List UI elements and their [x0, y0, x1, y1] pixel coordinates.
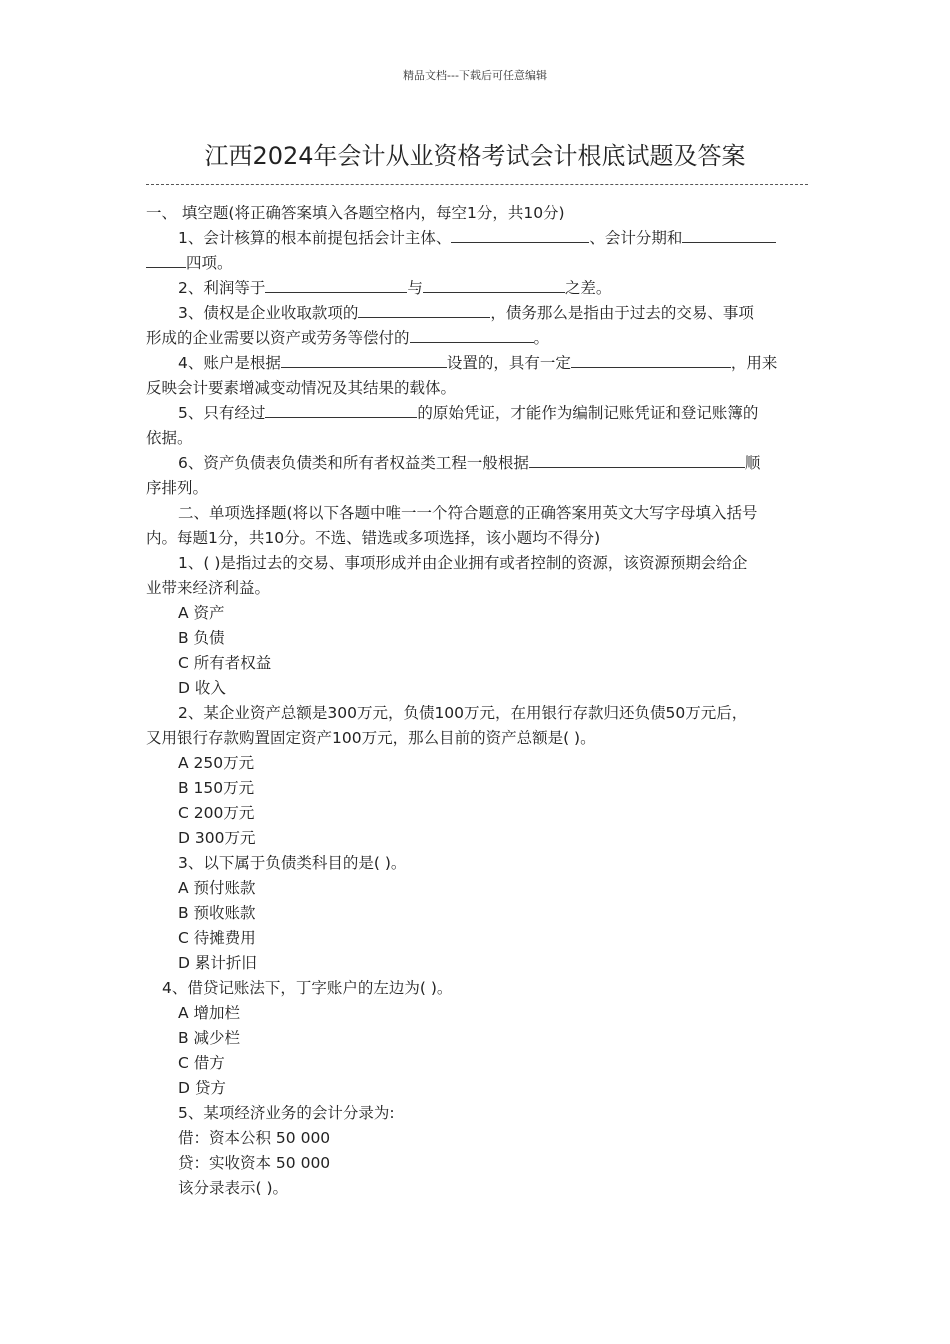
fill-question-3-cont: 形成的企业需要以资产或劳务等偿付的 。: [146, 326, 810, 351]
option-item: D 300万元: [178, 829, 256, 847]
choice-question-1-cont: 业带来经济利益。: [146, 579, 271, 597]
fill-question-4: 4、账户是根据 设置的，具有一定 ，用来: [146, 351, 810, 376]
choice-question-2: 2、某企业资产总额是300万元，负债100万元，在用银行存款归还负债50万元后，: [178, 704, 748, 722]
answer-blank: [358, 301, 490, 318]
choice-question-5: 5、某项经济业务的会计分录为:: [178, 1104, 395, 1122]
section1-heading: 一、 填空题(将正确答案填入各题空格内，每空1分，共10分): [146, 204, 565, 222]
option-item: B 负债: [178, 629, 225, 647]
fill-question-4-cont: 反映会计要素增减变动情况及其结果的载体。: [146, 379, 457, 397]
answer-blank: [281, 351, 447, 368]
answer-blank: [451, 226, 589, 243]
choice-question-3: 3、以下属于负债类科目的是( )。: [178, 854, 407, 872]
option-item: B 150万元: [178, 779, 255, 797]
choice-question-1: 1、( )是指过去的交易、事项形成并由企业拥有或者控制的资源，该资源预期会给企: [178, 554, 748, 572]
choice-question-5-ask: 该分录表示( )。: [178, 1179, 289, 1197]
option-item: D 贷方: [178, 1079, 226, 1097]
document-title: 江西2024年会计从业资格考试会计根底试题及答案: [204, 142, 746, 170]
document-body: [146, 201, 810, 1201]
option-item: C 待摊费用: [178, 929, 256, 947]
fill-question-5-cont: 依据。: [146, 429, 193, 447]
answer-blank: [571, 351, 731, 368]
choice-question-4: 4、借贷记账法下，丁字账户的左边为( )。: [162, 979, 453, 997]
fill-question-6: 6、资产负债表负债类和所有者权益类工程一般根据 顺: [146, 451, 810, 476]
option-item: A 250万元: [178, 754, 255, 772]
fill-question-1: 1、会计核算的根本前提包括会计主体、 、会计分期和: [146, 226, 810, 251]
answer-blank: [682, 226, 776, 243]
option-item: C 所有者权益: [178, 654, 272, 672]
answer-blank: [529, 451, 745, 468]
fill-question-2: 2、利润等于 与 之差。: [146, 276, 810, 301]
option-item: B 预收账款: [178, 904, 256, 922]
option-item: C 200万元: [178, 804, 255, 822]
journal-credit-line: 贷：实收资本 50 000: [178, 1154, 331, 1172]
section2-heading-cont: 内。每题1分，共10分。不选、错选或多项选择，该小题均不得分): [146, 529, 601, 547]
option-item: B 减少栏: [178, 1029, 241, 1047]
section2-heading: 二、单项选择题(将以下各题中唯一一个符合题意的正确答案用英文大写字母填入括号: [178, 504, 758, 522]
answer-blank: [410, 326, 534, 343]
fill-question-5: 5、只有经过 的原始凭证，才能作为编制记账凭证和登记账簿的: [146, 401, 810, 426]
option-item: A 增加栏: [178, 1004, 241, 1022]
fill-question-3: 3、债权是企业收取款项的 ，债务那么是指由于过去的交易、事项: [146, 301, 810, 326]
answer-blank: [265, 276, 407, 293]
page-header: 精品文档---下载后可任意编辑: [403, 69, 547, 82]
answer-blank: [423, 276, 565, 293]
option-item: A 预付账款: [178, 879, 256, 897]
choice-question-2-cont: 又用银行存款购置固定资产100万元，那么目前的资产总额是( )。: [146, 729, 596, 747]
fill-question-6-cont: 序排列。: [146, 479, 209, 497]
journal-debit-line: 借：资本公积 50 000: [178, 1129, 331, 1147]
fill-question-1-cont: 四项。: [146, 251, 810, 276]
option-item: D 收入: [178, 679, 226, 697]
dashed-divider: [146, 174, 808, 186]
answer-blank: [265, 401, 417, 418]
option-item: D 累计折旧: [178, 954, 257, 972]
option-item: A 资产: [178, 604, 225, 622]
answer-blank: [146, 251, 186, 268]
option-item: C 借方: [178, 1054, 225, 1072]
